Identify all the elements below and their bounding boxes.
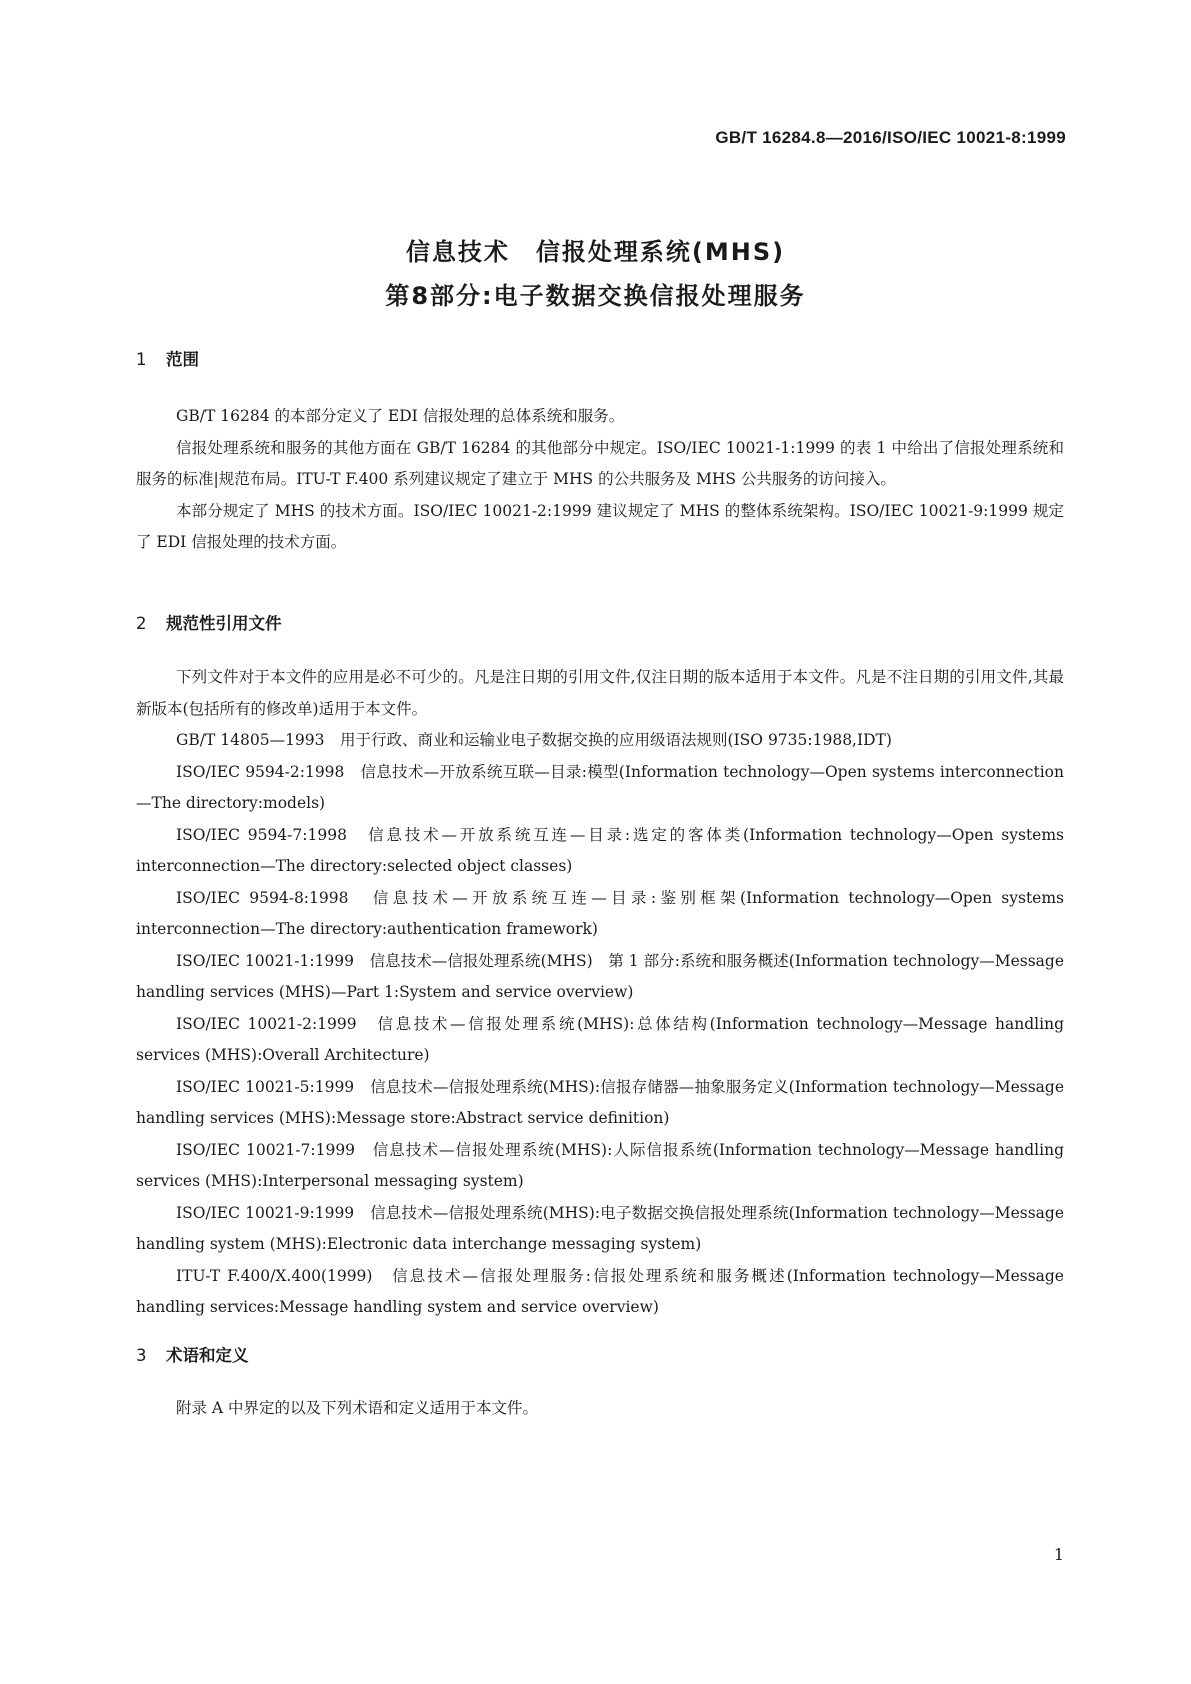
- section-title: 范围: [166, 350, 199, 369]
- reference-item: ITU-T F.400/X.400(1999) 信息技术—信报处理服务:信报处理系统和服务概述(Information technology—Message handling services:Message handling system and service overview): [136, 1266, 1064, 1316]
- reference-item: GB/T 14805—1993 用于行政、商业和运输业电子数据交换的应用级语法规则(ISO 9735:1988,IDT): [176, 731, 892, 749]
- section-heading-scope: [136, 346, 199, 370]
- paragraph: 信报处理系统和服务的其他方面在 GB/T 16284 的其他部分中规定。ISO/IEC 10021-1:1999 的表 1 中给出了信报处理系统和服务的标准|规范布局。ITU-T F.400 系列建议规定了建立于 MHS 的公共服务及 MHS 公共服务的访问接入。: [136, 438, 1064, 488]
- section-title: 术语和定义: [166, 1346, 249, 1365]
- title-line-1: 信息技术 信报处理系统(MHS): [405, 238, 786, 266]
- reference-item: ISO/IEC 9594-7:1998 信息技术—开放系统互连—目录:选定的客体类(Information technology—Open systems interconnection—The directory:selected object classes): [136, 825, 1064, 875]
- section-number: 3: [136, 1346, 147, 1365]
- scope-body: [136, 401, 1064, 559]
- reference-item: ISO/IEC 9594-8:1998 信息技术—开放系统互连—目录:鉴别框架(Information technology—Open systems interconnection—The directory:authentication framework): [136, 888, 1064, 938]
- section-heading-terms: [136, 1342, 249, 1366]
- terms-body: [136, 1393, 1064, 1425]
- standard-code: GB/T 16284.8—2016/ISO/IEC 10021-8:1999: [715, 128, 1066, 147]
- reference-item: ISO/IEC 9594-2:1998 信息技术—开放系统互联—目录:模型(Information technology—Open systems interconnection—The directory:models): [136, 762, 1064, 812]
- references-body: [136, 662, 1064, 1324]
- paragraph: 附录 A 中界定的以及下列术语和定义适用于本文件。: [176, 1399, 539, 1417]
- section-number: 2: [136, 614, 147, 633]
- title-line-2: 第8部分:电子数据交换信报处理服务: [385, 282, 806, 310]
- section-heading-references: [136, 610, 282, 634]
- paragraph: 下列文件对于本文件的应用是必不可少的。凡是注日期的引用文件,仅注日期的版本适用于本文件。凡是不注日期的引用文件,其最新版本(包括所有的修改单)适用于本文件。: [136, 668, 1064, 718]
- reference-item: ISO/IEC 10021-1:1999 信息技术—信报处理系统(MHS) 第 1 部分:系统和服务概述(Information technology—Message handling services (MHS)—Part 1:System and service overview): [136, 951, 1064, 1001]
- paragraph: GB/T 16284 的本部分定义了 EDI 信报处理的总体系统和服务。: [176, 407, 625, 425]
- paragraph: 本部分规定了 MHS 的技术方面。ISO/IEC 10021-2:1999 建议规定了 MHS 的整体系统架构。ISO/IEC 10021-9:1999 规定了 EDI 信报处理的技术方面。: [136, 501, 1064, 551]
- reference-item: ISO/IEC 10021-5:1999 信息技术—信报处理系统(MHS):信报存储器—抽象服务定义(Information technology—Message handling services (MHS):Message store:Abstract service definition): [136, 1077, 1064, 1127]
- reference-item: ISO/IEC 10021-2:1999 信息技术—信报处理系统(MHS):总体结构(Information technology—Message handling services (MHS):Overall Architecture): [136, 1014, 1064, 1064]
- reference-item: ISO/IEC 10021-7:1999 信息技术—信报处理系统(MHS):人际信报系统(Information technology—Message handling services (MHS):Interpersonal messaging system): [136, 1140, 1064, 1190]
- section-number: 1: [136, 350, 147, 369]
- page-number: 1: [1053, 1545, 1064, 1564]
- section-title: 规范性引用文件: [166, 614, 282, 633]
- reference-item: ISO/IEC 10021-9:1999 信息技术—信报处理系统(MHS):电子数据交换信报处理系统(Information technology—Message handling system (MHS):Electronic data interchange messaging system): [136, 1203, 1064, 1253]
